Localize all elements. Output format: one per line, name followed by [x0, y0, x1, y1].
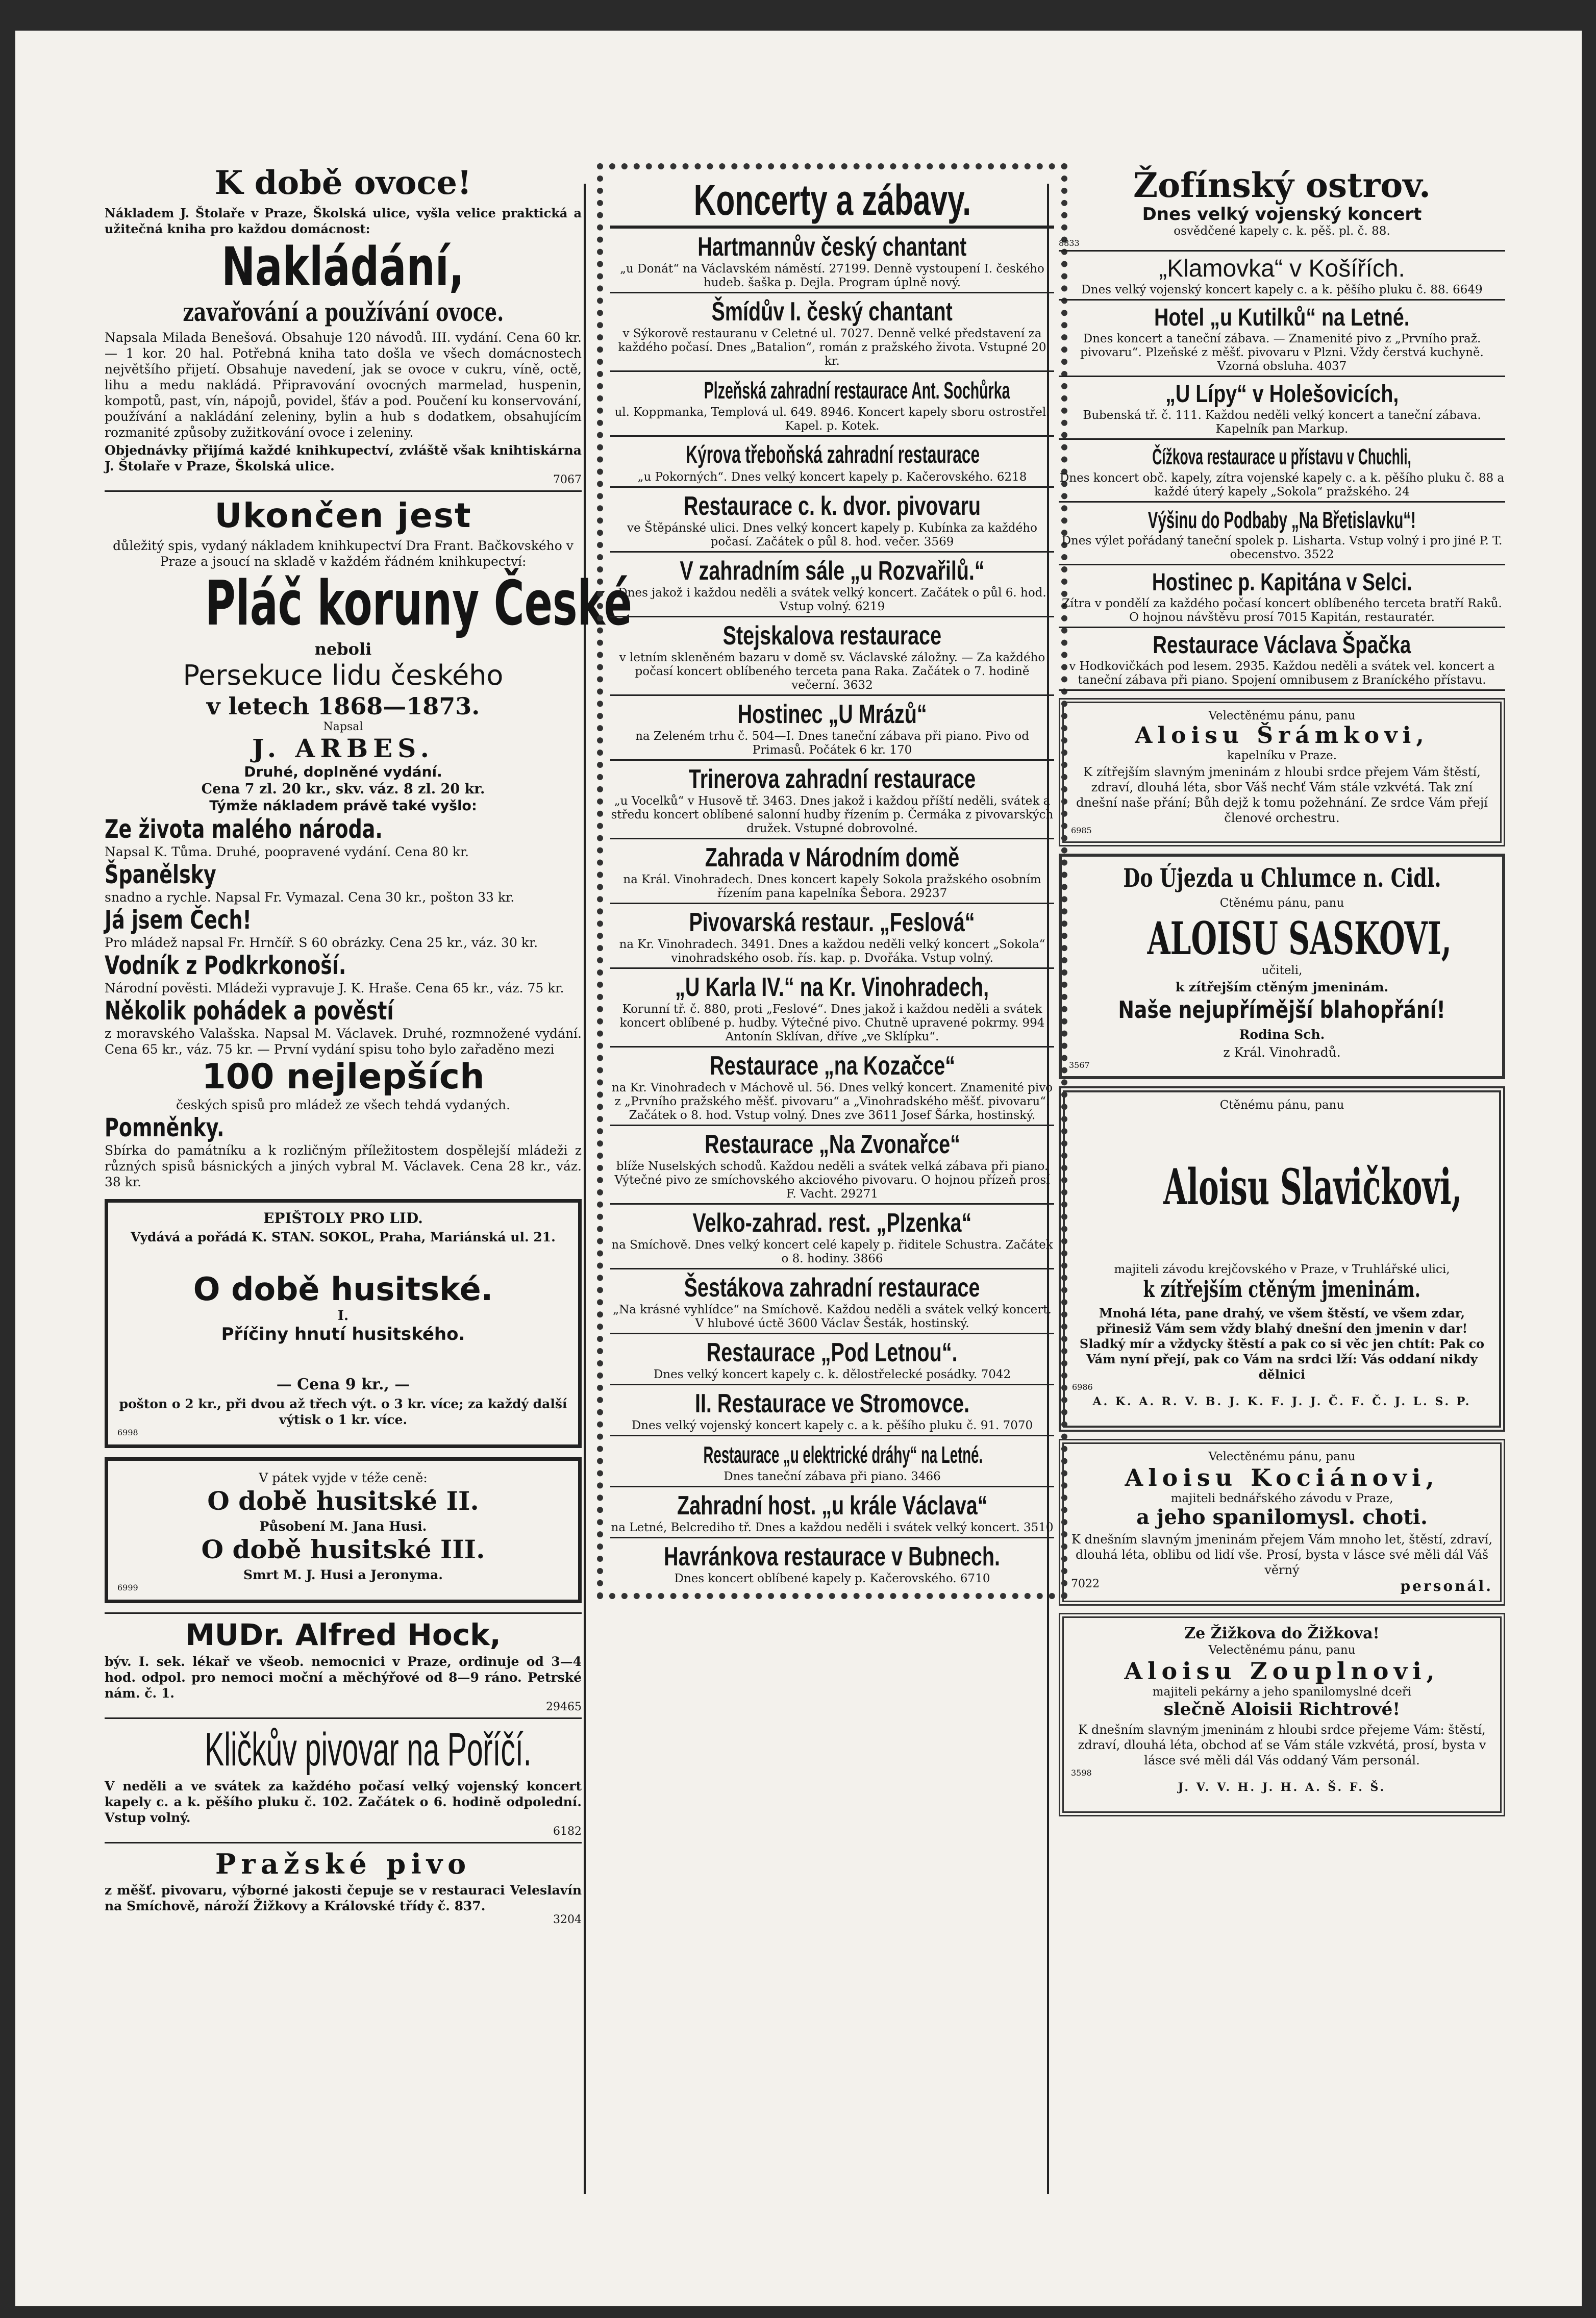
book-item-title: 100 nejlepších [202, 1057, 485, 1097]
ad-text: osvědčené kapely c. k. pěš. pl. č. 88. [1174, 225, 1390, 238]
entry-title: Pivovarská restaur. „Feslová“ [689, 908, 976, 937]
entry-title: Šestákova zahradní restaurace [684, 1273, 980, 1303]
ad-code: 6999 [117, 1583, 138, 1592]
divider [105, 1717, 582, 1719]
entry-text: ve Štěpánské ulici. Dnes velký koncert kapely p. Kubínka za každého počasí. Začátek o půl 8. hod. večer. 3569 [627, 521, 1037, 549]
book-napsal: Napsal [323, 720, 363, 733]
concert-entry [1059, 377, 1505, 440]
book-item-title: Vodník z Podkrkonoší. [105, 951, 346, 980]
entry-title: Čížkova restaurace u přístavu v Chuchli, [1152, 444, 1412, 469]
concert-entry [610, 1334, 1054, 1385]
entry-title: Trinerova zahradní restaurace [688, 764, 976, 794]
book-item [105, 951, 582, 996]
greeting-name: Aloisu Kociánovi, [1125, 1464, 1439, 1491]
divider [105, 490, 582, 492]
book-title: Pláč koruny České [205, 568, 632, 639]
book-item-text: Pro mládež napsal Fr. Hrnčíř. S 60 obrázky. Cena 25 kr., váz. 30 kr. [105, 935, 538, 950]
greeting-sign: J. V. V. H. J. H. A. Š. F. Š. [1178, 1781, 1386, 1794]
concert-entry [610, 372, 1054, 437]
ad-intro: důležitý spis, vydaný nákladem knihkupectví Dra Frant. Bačkovského v Praze a jsoucí na skladě v každém řádném knihkupectví: [113, 538, 573, 569]
entry-title: Hostinec „U Mrázů“ [737, 700, 927, 729]
greeting-role: učiteli, [1261, 964, 1303, 977]
entry-text: Zítra v pondělí za každého počasí koncert oblíbeného terceta bratří Raků. O hojnou návštěvu prosí 7015 Kapitán, restauratér. [1062, 597, 1502, 624]
ad-husitske-1 [105, 1199, 582, 1448]
ad-author-3: Smrt M. J. Husi a Jeronyma. [243, 1567, 443, 1582]
book-same: Týmže nákladem právě také vyšlo: [209, 798, 477, 814]
book-subtitle: Persekuce lidu českého [183, 659, 504, 691]
entry-title: Restaurace c. k. dvor. pivovaru [683, 491, 981, 521]
entry-text: Dnes jakož i každou neděli a svátek velký koncert. Začátek o půl 6. hod. Vstup volný. 6219 [618, 586, 1046, 613]
entry-title: Restaurace „Pod Letnou“. [707, 1338, 958, 1367]
entry-text: na Zeleném trhu č. 504—I. Dnes taneční zábava při piano. Pivo od Primasů. Počátek 6 kr. 170 [635, 730, 1029, 757]
concert-entry [610, 904, 1054, 969]
entry-title: Hartmannův český chantant [697, 232, 967, 262]
book-item-text: Napsal K. Tůma. Druhé, poopravené vydání. Cena 80 kr. [105, 844, 469, 859]
greeting-salutation: Velectěnému pánu, panu [1208, 709, 1356, 722]
book-list [105, 814, 582, 1190]
concert-entry [1059, 503, 1505, 565]
book-item-title: Několik pohádek a pověstí [105, 996, 394, 1026]
greeting-salutation: Velectěnému pánu, panu [1208, 1643, 1356, 1657]
greeting-text: K zítřejším slavným jmeninám z hloubi srdce přejem Vám štěstí, zdraví, dlouhá léta, sbor Váš nechť Vám stále vzkvétá. Tak zní dnešní naše přání; Bůh dejž k tomu požehnání. Ze srdce Vám přejí členové orchestru. [1076, 765, 1488, 825]
concert-entry [1059, 628, 1505, 691]
ad-body: Napsala Milada Benešová. Obsahuje 120 návodů. III. vydání. Cena 60 kr. — 1 kor. 20 hal. Potřebná kniha tato došla ve všech domácnostech největšího přijetí. Obsahuje navedení, jak se ovoce v cukru, víně, octě, lihu a medu nakládá. Připravování ovocných marmelad, huspenin, kompotů, past, vín, nápojů, povidel, šťáv a pod. Poučení ku konservování, používání a nakládání zeleniny, bylin a hub s dodatkem, obsahujícím rozmanité způsoby zužitkování ovoce i zeleniny. [105, 330, 582, 440]
entry-title: Velko-zahrad. rest. „Plzenka“ [692, 1208, 972, 1238]
column-left [105, 163, 632, 1926]
entry-title: Restaurace „u elektrické dráhy“ na Letné. [703, 1441, 983, 1468]
greeting-role: majiteli pekárny a jeho spanilomyslné dceři [1152, 1685, 1412, 1699]
book-item [105, 814, 582, 860]
entry-title: II. Restaurace ve Stromovce. [694, 1389, 970, 1418]
greeting-sramek [1059, 698, 1505, 846]
greeting-name: ALOISU SASKOVI, [1147, 912, 1452, 965]
entry-text: „u Vocelků“ v Husově tř. 3463. Dnes jakož i každou příští neděli, svátek a středu koncert oblíbené salonní hudby řízením p. Čermáka z pivovarských družek. Vstupné dobrovolné. [611, 794, 1054, 835]
book-neboli: neboli [314, 639, 372, 659]
greeting-zoupl [1059, 1613, 1505, 1816]
entry-text: na Kr. Vinohradech v Máchově ul. 56. Dnes velký koncert. Znamenité pivo z „Prvního pražského měšť. pivovaru“ a „Vinohradského měšť. pivovaru“. Začátek o 8. hod. Vstup volný. Dnes zve 3611 Josef Šárka, hostinský. [611, 1081, 1053, 1122]
ad-postage: pošton o 2 kr., při dvou až třech výt. o 3 kr. více; za každý další výtisk o 1 kr. více. [119, 1397, 567, 1427]
concert-entry [1059, 440, 1505, 503]
ad-code: 3204 [553, 1913, 582, 1926]
ad-title-2: O době husitské II. [207, 1486, 479, 1516]
entry-text: blíže Nuselských schodů. Každou neděli a svátek velká zábava při piano. Výtečné pivo ze smíchovského akciového pivovaru. O hojnou přízeň prosí F. Vacht. 29271 [614, 1160, 1050, 1201]
greeting-code: 3567 [1069, 1060, 1090, 1070]
ad-code: 29465 [546, 1701, 582, 1713]
concert-entry [610, 1487, 1054, 1538]
book-item-text: Národní pověsti. Mládeži vypravuje J. K. Hraše. Cena 65 kr., váz. 75 kr. [105, 981, 564, 995]
entry-text: na Smíchově. Dnes velký koncert celé kapely p. řiditele Schustra. Začátek o 8. hodiny. 3866 [611, 1238, 1053, 1265]
entry-text: „u Donát“ na Václavském náměstí. 27199. Denně vystoupení I. českého hudeb. šaška p. Dejla. Program úplně nový. [620, 262, 1044, 289]
ad-code: 8833 [1059, 238, 1080, 248]
entry-title: „U Lípy“ v Holešovicích, [1165, 381, 1399, 408]
concert-entry [610, 1269, 1054, 1334]
entry-title: Zahrada v Národním domě [705, 843, 960, 873]
entry-text: na Kr. Vinohradech. 3491. Dnes a každou neděli velký koncert „Sokola“ vinohradského osob. řís. kap. p. Dvořáka. Vstup volný. [619, 938, 1045, 965]
ad-title: O době husitské. [193, 1270, 493, 1308]
ad-title: K době ovoce! [214, 164, 472, 202]
concert-entry [610, 1048, 1054, 1126]
concert-entry [610, 1126, 1054, 1205]
greeting-poem: Mnohá léta, pane drahý, ve všem štěstí, ve všem zdar, přinesiž Vám sem vždy blahý dnešní den jmenin v dar! Sladký mír a vždycky štěstí a pak co si věc jen chtít: Pak co Vám nyní přejí, pak co Vám na srdci lží: Vás oddaní nikdy dělnici [1079, 1306, 1485, 1382]
greeting-sign: personál. [1400, 1578, 1493, 1594]
greeting-footer [1071, 1578, 1493, 1594]
greeting-name: Aloisu Slavičkovi, [1163, 1158, 1462, 1216]
greeting-from: Ze Žižkova do Žižkova! [1184, 1625, 1380, 1642]
ad-title: MUDr. Alfred Hock, [185, 1617, 501, 1652]
entry-text: v Hodkovičkách pod lesem. 2935. Každou neděli a svátek vel. koncert a taneční zábava při piano. Spojení omnibusem z Braníckého přístavu. [1069, 660, 1495, 687]
concert-entry [610, 437, 1054, 488]
book-item [105, 1113, 582, 1190]
greeting-text: K dnešním slavným jmeninám z hloubi srdce přejeme Vám: štěstí, zdraví, dlouhá léta, obchod ať se Vám stále vzkvétá, prosí, bysta v lásce své měli dál Vás oddaný Vám personál. [1078, 1723, 1486, 1767]
greeting-saska [1059, 854, 1505, 1079]
ad-klicka [105, 1723, 582, 1838]
greeting-role: majiteli závodu krejčovského v Praze, v Truhlářské ulici, [1114, 1263, 1450, 1276]
book-item [105, 860, 582, 905]
entry-text: Dnes velký koncert kapely c. k. dělostřelecké posádky. 7042 [653, 1368, 1011, 1381]
greeting-salutation: Ctěnému pánu, panu [1219, 896, 1344, 910]
column-right [1059, 163, 1505, 1824]
greeting-name: Aloisu Zouplnovi, [1124, 1657, 1440, 1685]
book-item-title: Pomněnky. [105, 1113, 225, 1142]
entry-title: Restaurace Václava Špačka [1153, 632, 1411, 659]
ad-ovoce [105, 163, 582, 486]
greeting-salutation: Velectěnému pánu, panu [1208, 1450, 1356, 1463]
entry-text: Dnes taneční zábava při piano. 3466 [724, 1470, 941, 1483]
entry-text: „u Pokorných“. Dnes velký koncert kapely p. Kačerovského. 6218 [637, 470, 1027, 484]
ad-subtitle: zavařování a používání ovoce. [183, 297, 504, 327]
entry-title: Havránkova restaurace v Bubnech. [664, 1542, 1001, 1572]
ad-plac-koruny [105, 496, 632, 814]
divider [105, 1842, 582, 1843]
book-item [105, 1057, 582, 1113]
greeting-wish: Naše nejupřímější blahopřání! [1118, 996, 1446, 1024]
book-edition: Druhé, doplněné vydání. [244, 763, 442, 780]
spacer [117, 1245, 569, 1270]
greeting-kocian [1059, 1439, 1505, 1606]
greeting-spouse: slečně Aloisii Richtrové! [1163, 1699, 1401, 1719]
greeting-text: k zítřejším ctěným jmeninám. [1143, 1277, 1421, 1303]
entry-title: Kýrova třeboňská zahradní restaurace [686, 441, 980, 468]
ad-intro: Nákladem J. Štolaře v Praze, Školská ulice, vyšla velice praktická a užitečná kniha pro každou domácnost: [105, 206, 582, 236]
column-middle [597, 163, 1067, 1599]
entry-title: Hotel „u Kutilků“ na Letné. [1154, 304, 1410, 331]
greeting-code: 6986 [1072, 1382, 1093, 1392]
entry-title: Šmídův I. český chantant [711, 297, 953, 327]
ad-title: Žofínský ostrov. [1133, 165, 1431, 205]
concert-entry [610, 1436, 1054, 1487]
ad-text: z měšť. pivovaru, výborné jakosti čepuje se v restauraci Veleslavín na Smíchově, nároží Žižkovy a Královské třídy č. 837. [105, 1883, 582, 1913]
ad-head: Ukončen jest [214, 496, 472, 535]
divider [105, 1612, 582, 1614]
entry-text: Bubenská tř. č. 111. Každou neděli velký koncert a taneční zábava. Kapelník pan Markup. [1083, 409, 1481, 436]
ad-price: — Cena 9 kr., — [276, 1376, 410, 1393]
ad-author-2: Působení M. Jana Husi. [259, 1519, 427, 1534]
book-item [105, 905, 582, 951]
concert-entry [610, 1385, 1054, 1436]
ad-num: I. [337, 1308, 349, 1324]
ad-zofin [1059, 163, 1505, 252]
ad-title: Kličkův pivovar na Poříčí. [205, 1724, 532, 1776]
concert-entry [610, 1538, 1054, 1588]
entry-title: V zahradním sále „u Rozvařilů.“ [680, 556, 985, 586]
book-item-title: Ze života malého národa. [105, 814, 383, 844]
concert-entry [1059, 252, 1505, 301]
concert-entry [610, 839, 1054, 904]
concert-entry [610, 553, 1054, 617]
ad-order: Objednávky přijímá každé knihkupectví, zvláště však knihtiskárna J. Štolaře v Praze, Školská ulice. [105, 443, 582, 473]
concert-entry [1059, 301, 1505, 377]
entry-text: ul. Koppmanka, Templová ul. 649. 8946. Koncert kapely sboru ostrostřel. Kapel. p. Kotek. [614, 406, 1050, 433]
ad-sub: Vydává a pořádá K. STAN. SOKOL, Praha, Mariánská ul. 21. [131, 1230, 556, 1244]
entry-title: Restaurace „Na Zvonařce“ [704, 1130, 960, 1159]
concert-entry [610, 617, 1054, 696]
ad-husitske-2 [105, 1457, 582, 1603]
concert-entry [610, 229, 1054, 293]
greeting-name: Aloisu Šrámkovi, [1135, 722, 1429, 749]
spacer [117, 1345, 569, 1376]
greeting-role: kapelníku v Praze. [1227, 749, 1337, 762]
entry-text: na Letné, Belcrediho tř. Dnes a každou neděli i svátek velký koncert. 3510 [611, 1521, 1054, 1534]
concert-entry [1059, 565, 1505, 628]
entry-text: Dnes výlet pořádaný taneční spolek p. Lisharta. Vstup volný i pro jiné P. T. obecenstvo. 3522 [1061, 534, 1503, 561]
greeting-code: 6985 [1071, 826, 1092, 835]
entry-text: v Sýkorově restauranu v Celetné ul. 7027. Denně velké představení za každého počasí. Dnes „Batalion“, román z pražského života. Vstupné 20 kr. [618, 327, 1046, 368]
entry-text: Dnes velký vojenský koncert kapely c. a k. pěšího pluku č. 88. 6649 [1081, 283, 1483, 296]
book-item [105, 996, 582, 1057]
concert-entry [610, 488, 1054, 553]
entry-text: Dnes velký vojenský koncert kapely c. a k. pěšího pluku č. 91. 7070 [631, 1419, 1033, 1432]
greeting-slavicek [1059, 1086, 1505, 1432]
ad-number: 7067 [553, 473, 582, 486]
concert-entry [610, 969, 1054, 1048]
entry-title: Výšinu do Podbaby „Na Břetislavku“! [1148, 507, 1416, 533]
entry-text: „Na krásné vyhlídce“ na Smíchově. Každou neděli a svátek velký koncert. V hlubové úctě 3600 Václav Šesták, hostinský. [613, 1303, 1052, 1330]
entry-title: Hostinec p. Kapitána v Selci. [1152, 569, 1412, 596]
book-item-text: českých spisů pro mládež ze všech tehdá vydaných. [176, 1098, 511, 1112]
section-header: Koncerty a zábavy. [610, 175, 1054, 229]
ad-hock [105, 1618, 582, 1713]
book-item-text: Sbírka do památníku a k rozličným příležitostem dospělejší mládeži z různých spisů básnických a jiných vybral M. Václavek. Cena 28 kr., váz. 38 kr. [105, 1143, 582, 1189]
book-item-text: z moravského Valašska. Napsal M. Václavek. Druhé, rozmnožené vydání. Cena 65 kr., váz. 75 kr. — První vydání spisu toho bylo zařaděno mezi [105, 1026, 582, 1057]
greeting-text: k zítřejším ctěným jmeninám. [1175, 980, 1389, 994]
entry-title: Plzeňská zahradní restaurace Ant. Sochůrka [704, 377, 1010, 404]
ad-title-3: O době husitské III. [201, 1534, 485, 1564]
greeting-salutation: Ctěnému pánu, panu [1219, 1099, 1344, 1112]
greeting-code: 7022 [1071, 1578, 1100, 1590]
ad-code: 6998 [117, 1428, 138, 1437]
entry-text: na Král. Vinohradech. Dnes koncert kapely Sokola pražského osobním řízením pana kapelníka Šebora. 29237 [623, 873, 1041, 900]
greeting-sign: A. K. A. R. V. B. J. K. F. J. J. Č. F. Č. J. L. S. P. [1092, 1395, 1472, 1408]
column-rule-1 [584, 184, 586, 2194]
ad-head: EPIŠTOLY PRO LID. [263, 1210, 423, 1227]
book-author: J. ARBES. [252, 733, 435, 763]
greeting-spouse: a jeho spanilomysl. choti. [1136, 1505, 1428, 1529]
concert-entry [610, 293, 1054, 372]
entry-text: v letním skleněném bazaru v domě sv. Václavské záložny. — Za každého počasí koncert oblíbeného terceta pana Raka. Začátek o 7. hodině večerní. 3632 [619, 651, 1045, 692]
book-item-text: snadno a rychle. Napsal Fr. Vymazal. Cena 30 kr., pošton 33 kr. [105, 890, 515, 905]
greeting-role: majiteli bednářského závodu v Praze, [1170, 1492, 1393, 1505]
entry-text: Dnes koncert obč. kapely, zítra vojenské kapely c. a k. pěšího pluku č. 88 a každé úterý kapely „Sokola“ pražského. 24 [1059, 471, 1505, 499]
concert-entry [610, 1205, 1054, 1269]
concert-entry [610, 696, 1054, 761]
ad-text: V neděli a ve svátek za každého počasí velký vojenský koncert kapely c. a k. pěšího pluku č. 102. Začátek o 6. hodině odpolední. Vstup volný. [105, 1779, 582, 1825]
book-price: Cena 7 zl. 20 kr., skv. váz. 8 zl. 20 kr. [201, 781, 485, 797]
ad-sub: Dnes velký vojenský koncert [1142, 204, 1422, 225]
book-item-title: Já jsem Čech! [105, 905, 252, 935]
ad-prazske-pivo [105, 1848, 582, 1926]
entry-text: Dnes koncert oblíbené kapely p. Kačerovského. 6710 [674, 1572, 990, 1585]
ad-subtitle: Příčiny hnutí husitského. [221, 1324, 465, 1344]
entry-title: Zahradní host. „u krále Václava“ [677, 1491, 988, 1521]
ad-code: 6182 [553, 1825, 582, 1838]
greeting-place: z Král. Vinohradů. [1223, 1045, 1341, 1060]
entry-text: Dnes koncert a taneční zábava. — Znamenité pivo z „Prvního praž. pivovaru“. Plzeňské z měšť. pivovaru v Plzni. Vždy čerstvá kuchyně. Vzorná obsluha. 4037 [1080, 332, 1484, 373]
entry-text: Korunní tř. č. 880, proti „Feslové“. Dnes jakož i každou neděli a svátek koncert oblíbené p. hudby. Výtečné pivo. Chutně upravené pokrmy. 994 Antonín Sklívan, dříve „ve Sklípku“. [619, 1003, 1045, 1043]
ad-title: Pražské pivo [215, 1848, 471, 1880]
book-years: v letech 1868—1873. [206, 692, 480, 720]
entry-title: „Klamovka“ v Košířích. [1159, 255, 1405, 282]
concert-entry [610, 761, 1054, 839]
ad-intro: V pátek vyjde v téže ceně: [259, 1470, 428, 1485]
greeting-from: Do Újezda u Chlumce n. Cidl. [1123, 863, 1441, 893]
entry-title: Stejskalova restaurace [722, 621, 942, 651]
ad-text: býv. I. sek. lékař ve všeob. nemocnici v Praze, ordinuje od 3—4 hod. odpol. pro nemoci moční a měchýřové od 8—9 ráno. Petrské nám. č. 1. [105, 1654, 582, 1701]
greeting-code: 3598 [1071, 1768, 1092, 1778]
greeting-text: K dnešním slavným jmeninám přejem Vám mnoho let, štěstí, zdraví, dlouhá léta, oblibu od lidí vše. Prosí, bysta v lásce své měli dál Váš věrný [1071, 1532, 1492, 1577]
ad-headline: Nakládání, [221, 236, 465, 298]
greeting-sign: Rodina Sch. [1239, 1027, 1325, 1042]
entry-title: Restaurace „na Kozačce“ [709, 1051, 955, 1081]
book-item-title: Španělsky [105, 860, 216, 889]
entry-title: „U Karla IV.“ na Kr. Vinohradech, [675, 973, 989, 1002]
newspaper-page [15, 31, 1582, 2306]
